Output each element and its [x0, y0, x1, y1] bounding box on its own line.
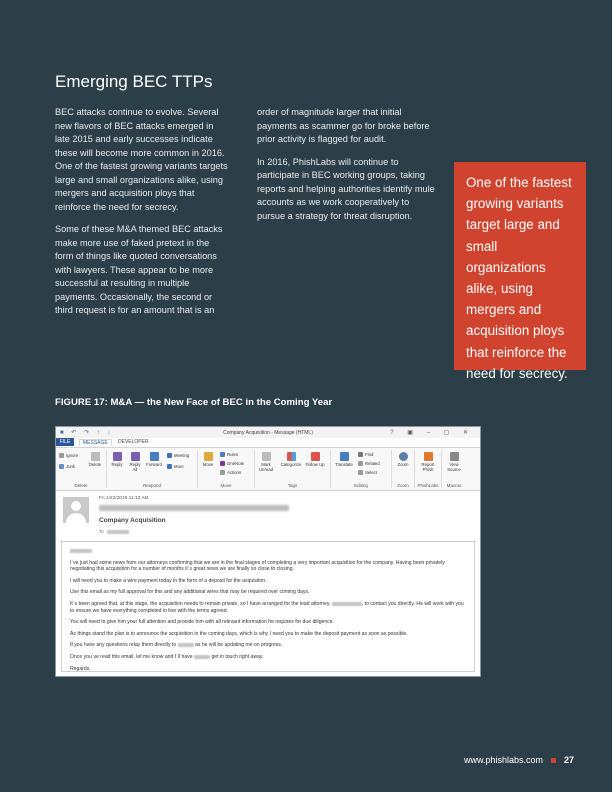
- section-title: Emerging BEC TTPs: [55, 72, 213, 91]
- ribbon-group-move: [198, 450, 255, 488]
- group-label: Editing: [354, 483, 368, 488]
- avatar: [63, 497, 89, 523]
- ribbon-group-tags: [255, 450, 331, 488]
- group-label: Zoom: [397, 483, 409, 488]
- tab-developer[interactable]: DEVELOPER: [118, 439, 149, 445]
- ribbon-group-delete: [56, 450, 107, 488]
- page-footer: [464, 755, 574, 765]
- envelope-icon: [262, 452, 271, 461]
- paragraph: As things stand the plan is to announce the acquisition in the coming days, which is why I need you to make the deposit payment as soon as possible.: [70, 630, 408, 637]
- categorize-icon: [287, 452, 296, 461]
- group-label: Tags: [287, 483, 298, 488]
- text-column-right: [257, 106, 437, 232]
- actions-icon: [220, 470, 225, 475]
- ribbon-group-phishlabs: [415, 450, 442, 488]
- sender-redacted: [99, 505, 289, 511]
- junk-button[interactable]: Junk: [59, 464, 75, 469]
- email-window-screenshot: [55, 426, 481, 677]
- source-icon: [450, 452, 459, 461]
- group-label: PhishLabs: [417, 483, 439, 488]
- tab-message[interactable]: MESSAGE: [79, 439, 112, 446]
- paragraph: order of magnitude larger that initial payments as scammer go for broke before prior activity is flagged for audit.: [257, 107, 430, 144]
- window-titlebar: [56, 427, 480, 438]
- report-phish-button[interactable]: Report Phish: [417, 452, 439, 472]
- text-column-left: [55, 106, 230, 327]
- forward-button[interactable]: Forward: [145, 452, 163, 467]
- paragraph: In 2016, PhishLabs will continue to participate in BEC working groups, taking reports and helping authorities identify mule accounts as we work cooperatively to pursue a strategy for threat disruption.: [257, 156, 435, 221]
- actions-button[interactable]: Actions: [220, 470, 241, 475]
- paragraph: I`ve just had some news from our attorneys confirming that we are in the final stages of completing a very important acquisition for the company. Having been privately negotiating this acquisition for a number of months it`s great news we are finally so close to closing.: [70, 559, 445, 573]
- paragraph: Once you`ve read this email, let me know and I`ll have get in touch right away.: [70, 653, 264, 660]
- ribbon-group-macros: [442, 450, 466, 488]
- separator-square-icon: [551, 758, 556, 763]
- more-button[interactable]: More: [167, 464, 184, 469]
- mark-unread-button[interactable]: Mark Unread: [257, 452, 275, 472]
- phish-icon: [424, 452, 433, 461]
- zoom-icon: [399, 452, 408, 461]
- move-button[interactable]: Move: [200, 452, 216, 467]
- ribbon-group-zoom: [392, 450, 415, 488]
- onenote-button[interactable]: OneNote: [220, 461, 244, 466]
- meeting-button[interactable]: Meeting: [167, 453, 189, 458]
- junk-icon: [59, 464, 64, 469]
- select-button[interactable]: Select: [358, 470, 377, 475]
- ribbon: [56, 448, 480, 491]
- ignore-icon: [59, 453, 64, 458]
- zoom-button[interactable]: Zoom: [394, 452, 412, 467]
- select-icon: [358, 470, 363, 475]
- recipient-line: To: [99, 529, 129, 534]
- paragraph: Use this email as my full approval for this and any additional wires that may be required over coming days.: [70, 589, 310, 596]
- reply-all-button[interactable]: Reply All: [127, 452, 143, 472]
- paragraph: I will need you to make a wire payment today in the form of a deposit for the acquisiton.: [70, 577, 267, 584]
- group-label: Respond: [142, 483, 161, 488]
- paragraph: If you have any questions relay them directly to as he will be updating me on progress.: [70, 642, 283, 649]
- more-icon: [167, 464, 172, 469]
- pull-quote: One of the fastest growing variants target large and small organizations alike, using mergers and acquisition ploys that reinforce the need for secrecy.: [454, 162, 586, 370]
- translate-button[interactable]: Translate: [333, 452, 355, 467]
- figure-caption: FIGURE 17: M&A — the New Face of BEC in the Coming Year: [55, 397, 333, 408]
- tab-file[interactable]: FILE: [56, 438, 74, 446]
- rules-button[interactable]: Rules: [220, 452, 238, 457]
- ignore-button[interactable]: Ignore: [59, 453, 78, 458]
- message-header: [56, 492, 480, 539]
- delete-button[interactable]: Delete: [86, 452, 104, 467]
- move-icon: [204, 452, 213, 461]
- translate-icon: [340, 452, 349, 461]
- onenote-icon: [220, 461, 225, 466]
- group-label: Macros: [446, 483, 462, 488]
- rules-icon: [220, 452, 225, 457]
- message-date: Fri 1/22/2016 11:13 AM: [99, 496, 149, 501]
- greeting-redacted: [70, 548, 466, 555]
- forward-icon: [150, 452, 159, 461]
- window-controls: ? ▣ – ▢ ✕: [390, 430, 474, 436]
- quick-access-icons: ■ ↶ ↷ ↑ ↓: [60, 430, 114, 436]
- paragraph: It`s been agreed that, at this stage, the acquisition needs to remain private, so I have arranged for the lead attorney, , to contact you directly. He will work with you to ensure we have everything completed in line with the terms agreed.: [70, 600, 464, 614]
- view-source-button[interactable]: View Source: [444, 452, 464, 472]
- follow-up-button[interactable]: Follow Up: [305, 452, 325, 467]
- group-label: Delete: [74, 483, 88, 488]
- ribbon-group-respond: [107, 450, 198, 488]
- related-icon: [358, 461, 363, 466]
- message-body: [61, 541, 475, 672]
- sign-off: Regards,: [70, 665, 91, 672]
- ribbon-tabs: [56, 438, 480, 448]
- reply-button[interactable]: Reply: [109, 452, 125, 467]
- related-button[interactable]: Related: [358, 461, 380, 466]
- footer-url[interactable]: www.phishlabs.com: [463, 755, 543, 765]
- paragraph: Some of these M&A themed BEC attacks make more use of faked pretext in the form of things like quoted conversations with lawyers. These appear to be more successful at resulting in multiple payments. Occasionally, the second or third request is for an amount that is an: [55, 224, 223, 315]
- delete-icon: [91, 452, 100, 461]
- message-subject: Company Acquisition: [99, 517, 166, 524]
- flag-icon: [311, 452, 320, 461]
- ribbon-group-editing: [331, 450, 392, 488]
- page-number: 27: [563, 755, 574, 765]
- paragraph: You will need to give him your full attention and provide him with all relevant information he requires for due diligence.: [70, 619, 334, 626]
- meeting-icon: [167, 453, 172, 458]
- group-label: Move: [220, 483, 232, 488]
- paragraph: BEC attacks continue to evolve. Several new flavors of BEC attacks emerged in late 2015 and early successes indicate these will become more common in 2016. One of the fastest growing variants targets large and small organizations alike, using mergers and acquisition ploys that reinforce the need for secrecy.: [55, 107, 228, 212]
- find-icon: [358, 452, 363, 457]
- find-button[interactable]: Find: [358, 452, 373, 457]
- reply-icon: [113, 452, 122, 461]
- categorize-button[interactable]: Categorize: [279, 452, 303, 467]
- window-title: Company Acquisition - Message (HTML): [223, 430, 313, 436]
- reply-all-icon: [131, 452, 140, 461]
